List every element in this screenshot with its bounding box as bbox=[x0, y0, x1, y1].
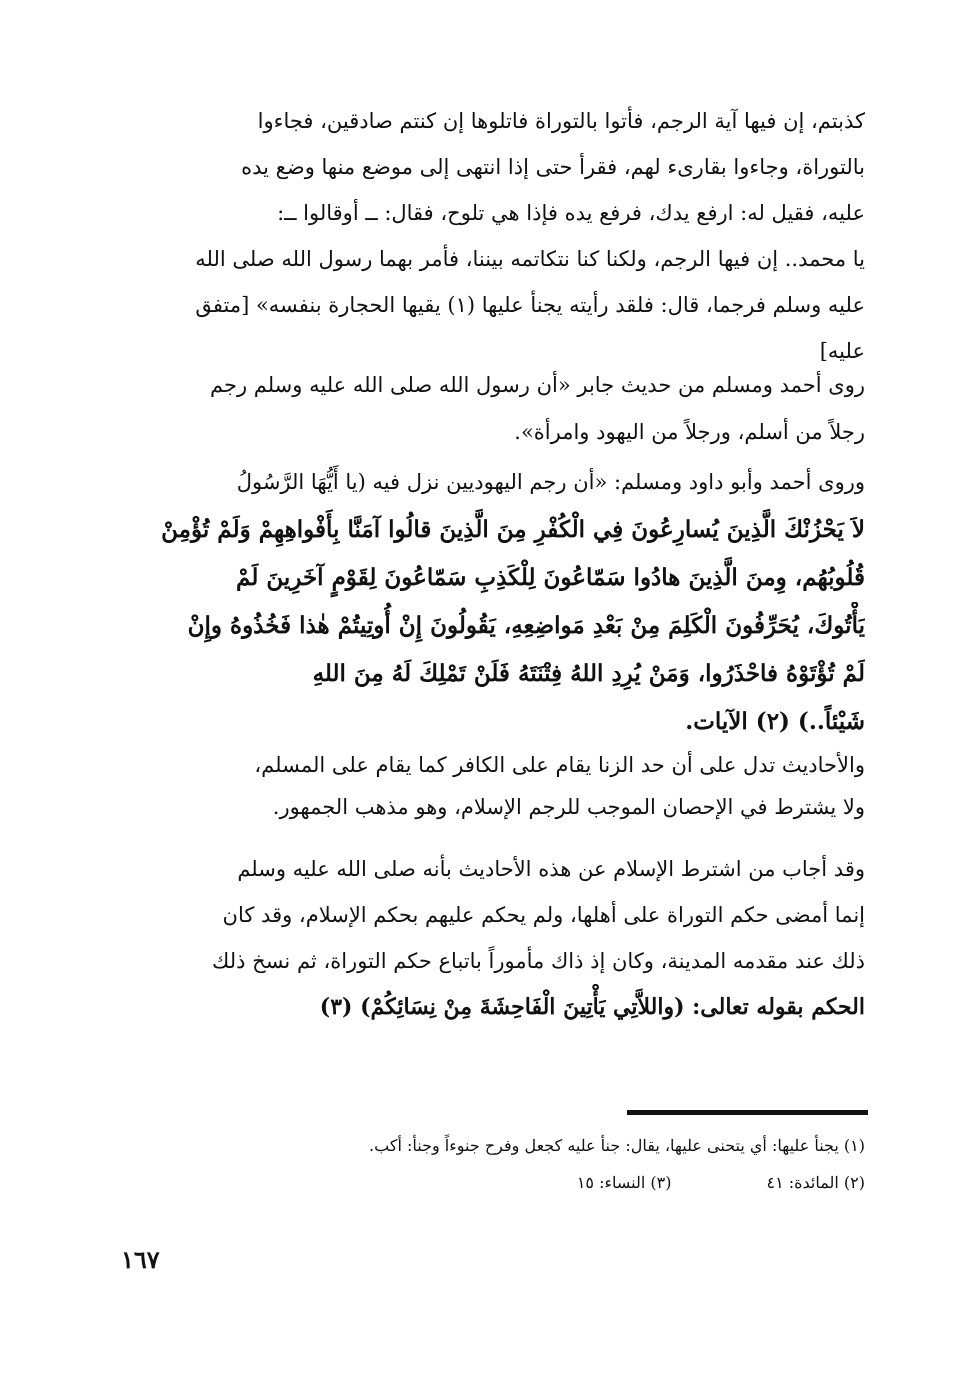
text-line: ولا يشترط في الإحصان الموجب للرجم الإسلام، وهو مذهب الجمهور. bbox=[272, 795, 865, 819]
quran-line: لَمْ تُؤْتَوْهُ فاحْذَرُوا، وَمَنْ يُرِدِ اللهُ فِتْنَتَهُ فَلَنْ تَمْلِكَ لَهُ مِنَ اللهِ bbox=[312, 660, 865, 687]
text-line: إنما أمضى حكم التوراة على أهلها، ولم يحكم عليهم بحكم الإسلام، وقد كان bbox=[222, 903, 865, 927]
text-line: وقد أجاب من اشترط الإسلام عن هذه الأحاديث بأنه صلى الله عليه وسلم bbox=[237, 857, 865, 881]
quran-line: يَأْتُوكَ، يُحَرِّفُونَ الْكَلِمَ مِنْ بَعْدِ مَواضِعِهِ، يَقُولُونَ إِنْ أُوتِيتُمْ هٰذا فَخُذُوهُ وإِنْ bbox=[187, 612, 865, 639]
quran-line: الحكم بقوله تعالى: (واللاَّتِي يَأْتِينَ الْفَاحِشَةَ مِنْ نِسَائِكُمْ) (٣) bbox=[319, 994, 865, 1020]
text-line: عليه، فقيل له: ارفع يدك، فرفع يده فإذا هي تلوح، فقال: ــ أوقالوا ــ: bbox=[277, 201, 865, 225]
paragraph-hadiths-indicate bbox=[135, 744, 865, 828]
footnote-2-3 bbox=[135, 1173, 865, 1192]
text-line: رجلاً من أسلم، ورجلاً من اليهود وامرأة». bbox=[514, 420, 865, 444]
text-line: روى أحمد ومسلم من حديث جابر «أن رسول الله صلى الله عليه وسلم رجم bbox=[209, 373, 865, 397]
paragraph-hadith-continuation bbox=[135, 98, 865, 374]
paragraph-response bbox=[135, 846, 865, 1030]
text-line: والأحاديث تدل على أن حد الزنا يقام على الكافر كما يقام على المسلم، bbox=[254, 753, 865, 777]
text-line: كذبتم، إن فيها آية الرجم، فأتوا بالتوراة فاتلوها إن كنتم صادقين، فجاءوا bbox=[257, 109, 865, 133]
text-line: ذلك عند مقدمه المدينة، وكان إذ ذاك مأموراً باتباع حكم التوراة، ثم نسخ ذلك bbox=[212, 949, 865, 973]
text-line: وروى أحمد وأبو داود ومسلم: «أن رجم اليهوديين نزل فيه (يا أَيُّهَا الرَّسُولُ bbox=[236, 470, 865, 494]
footnote-3: (٣) النساء: ١٥ bbox=[576, 1173, 672, 1192]
paragraph-quran-verse bbox=[135, 458, 865, 746]
text-line: عليه] bbox=[819, 339, 865, 363]
quran-line: لاَ يَحْزُنْكَ الَّذِينَ يُسارِعُونَ فِي الْكُفْرِ مِنَ الَّذِينَ قالُوا آمَنَّا بِأَفْواهِهِمْ وَلَمْ تُؤْمِنْ bbox=[161, 516, 865, 543]
text-line: بالتوراة، وجاءوا بقارىء لهم، فقرأ حتى إذا انتهى إلى موضع منها وضع يده bbox=[241, 155, 865, 179]
text-line: يا محمد.. إن فيها الرجم، ولكنا كنا نتكاتمه بيننا، فأمر بهما رسول الله صلى الله bbox=[195, 247, 865, 271]
page-number: ١٦٧ bbox=[121, 1245, 160, 1274]
quran-line: قُلُوبُهُم، وِمنَ الَّذِينَ هادُوا سَمّاعُونَ لِلْكَذِبِ سَمّاعُونَ لِقَوْمٍ آخَرِينَ لَمْ bbox=[236, 564, 865, 591]
footnote-2: (٢) المائدة: ٤١ bbox=[766, 1173, 865, 1192]
footnote-1: (١) يجنأ عليها: أي يتحنى عليها، يقال: جنأ عليه كجعل وفرح جنوءاً وجنأ: أكب. bbox=[369, 1136, 865, 1155]
quran-line: شَيْئاً..) (٢) الآيات. bbox=[685, 708, 865, 735]
text-line: عليه وسلم فرجما، قال: فلقد رأيته يجنأ عليها (١) يقيها الحجارة بنفسه» [متفق bbox=[195, 293, 865, 317]
footnote-divider bbox=[627, 1110, 868, 1115]
paragraph-jabir-hadith bbox=[135, 362, 865, 456]
